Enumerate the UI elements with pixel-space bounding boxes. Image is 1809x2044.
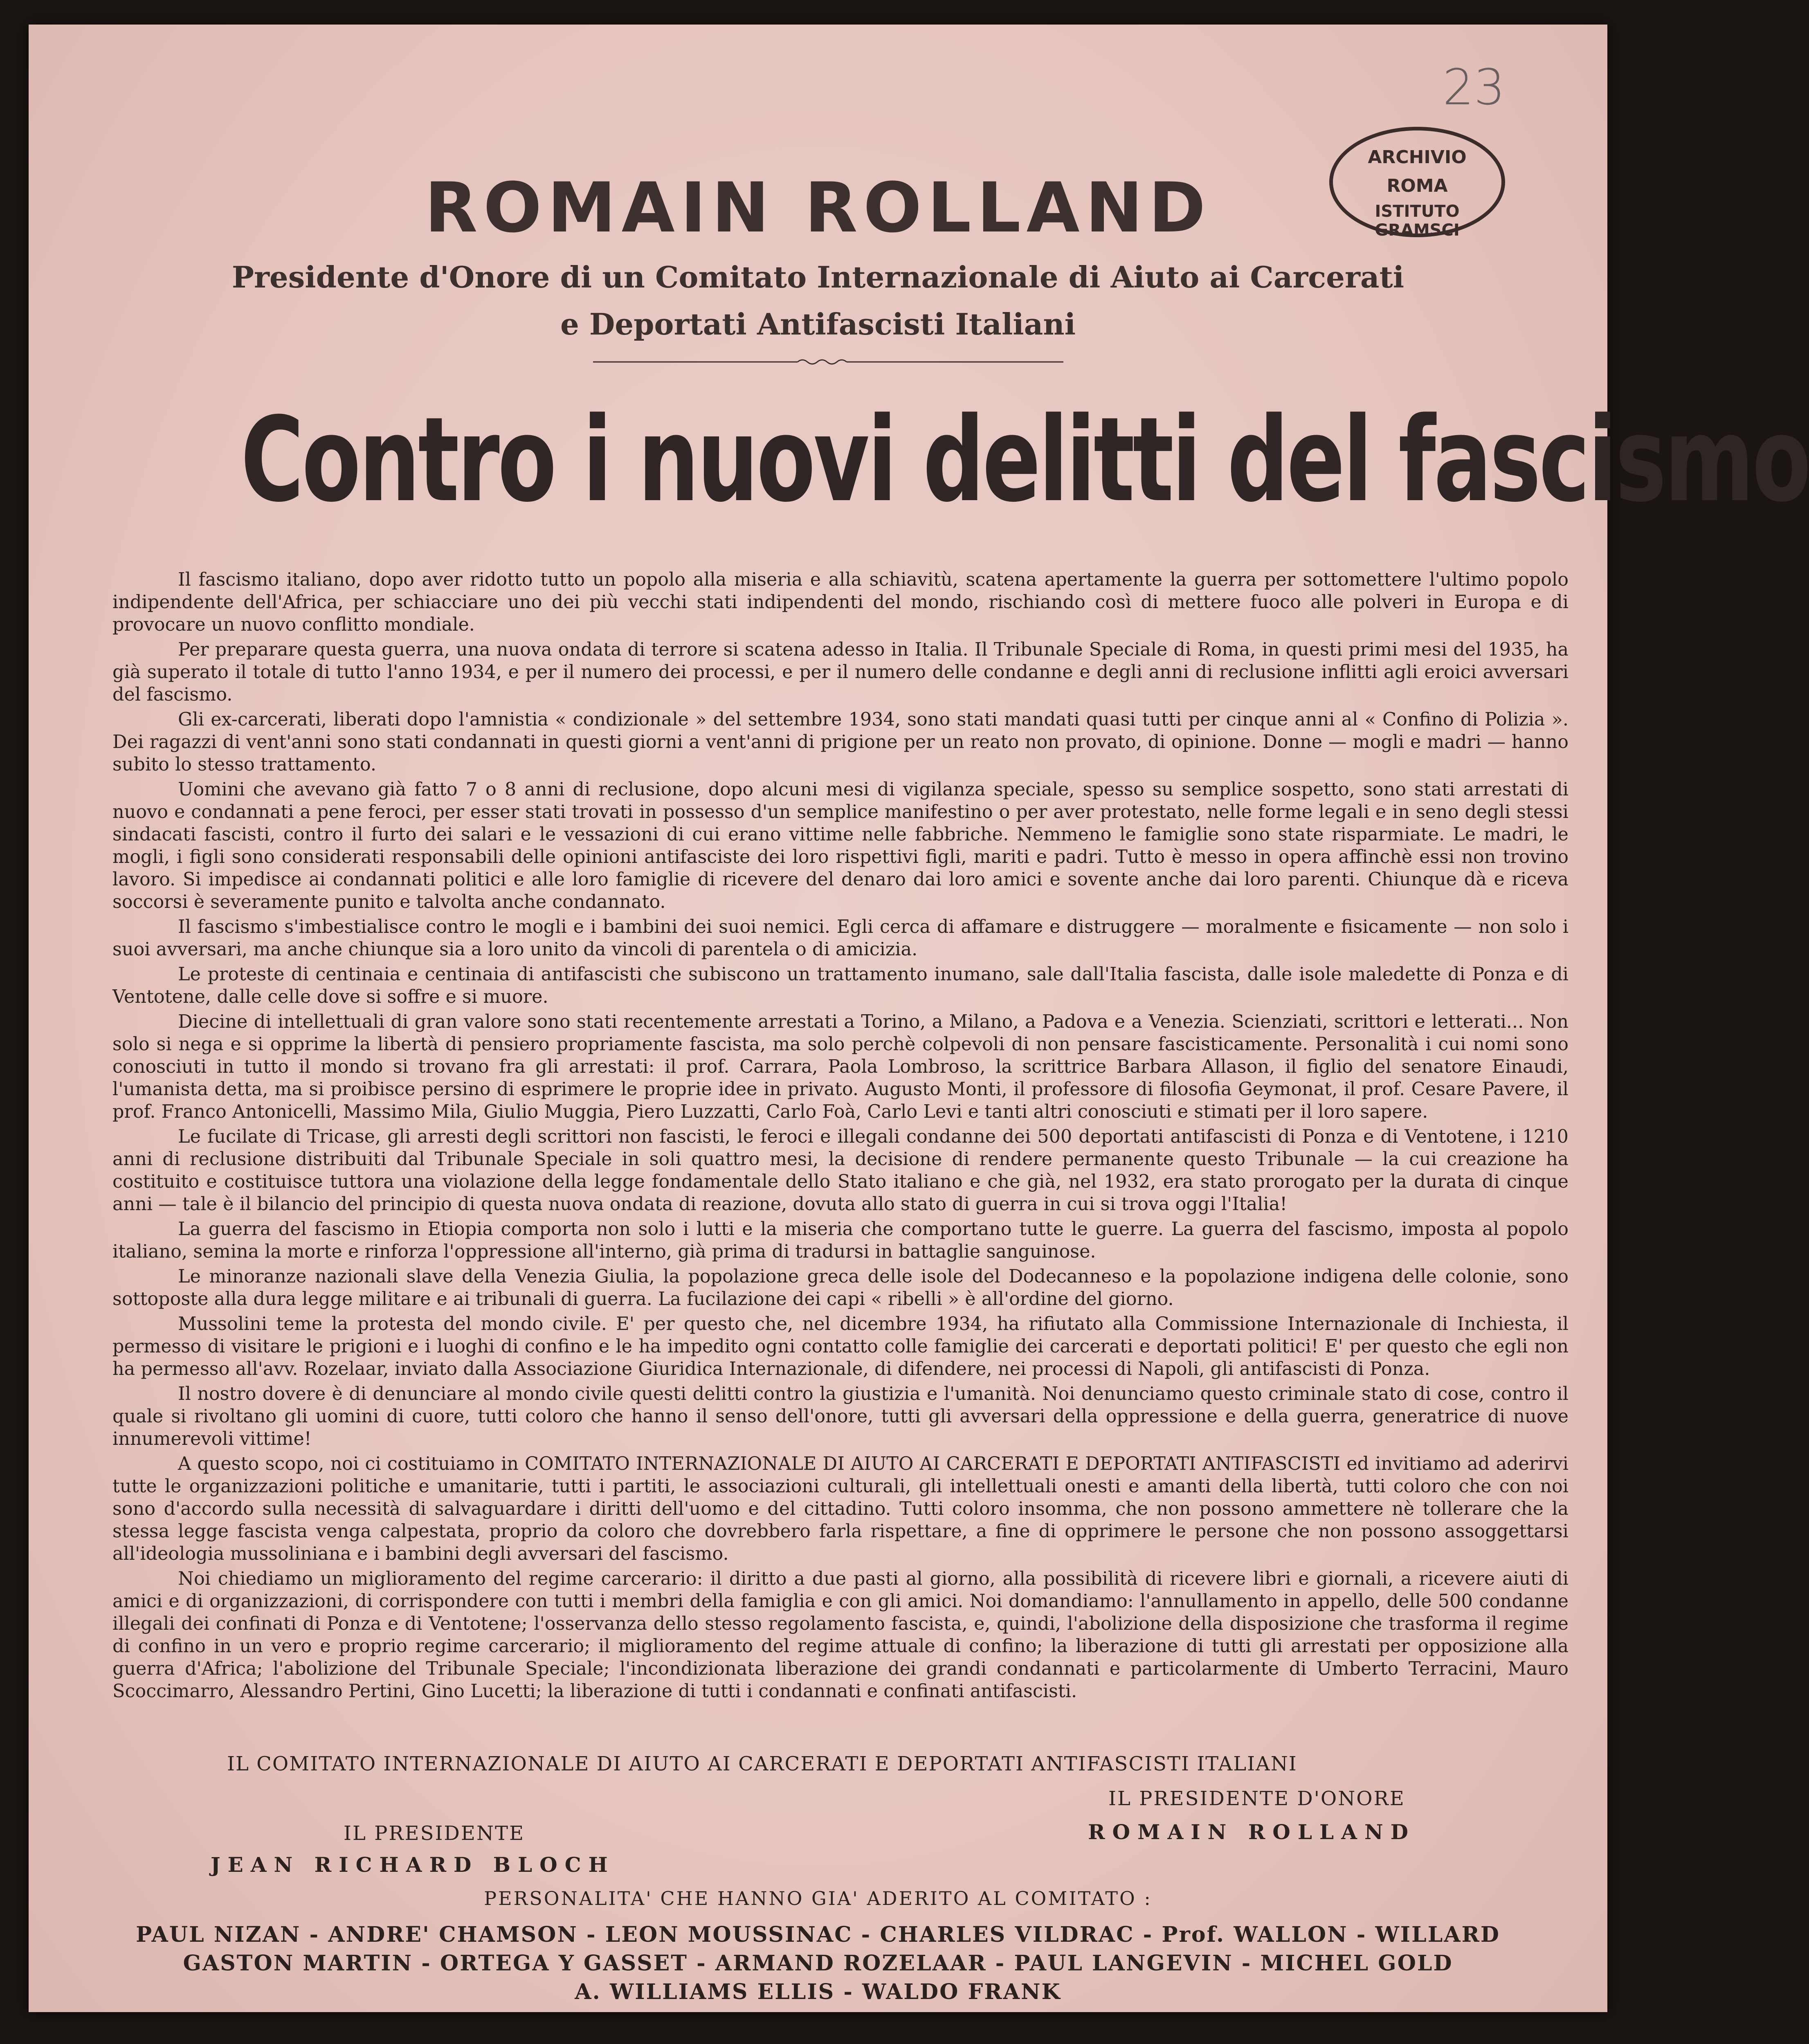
president-name: JEAN RICHARD BLOCH (211, 1853, 615, 1877)
stamp-line-istituto: ISTITUTO GRAMSCI (1375, 202, 1460, 240)
committee-signature: IL COMITATO INTERNAZIONALE DI AIUTO AI CARCERATI E DEPORTATI ANTIFASCISTI ITALIANI (227, 1752, 1297, 1775)
headline: Contro i nuovi delitti del fascismo (240, 392, 1809, 528)
subtitle-line-2: e Deportati Antifascisti Italiani (560, 307, 1076, 341)
president-label: IL PRESIDENTE (344, 1822, 525, 1845)
paragraph: Per preparare questa guerra, una nuova ondata di terrore si scatena adesso in Italia. Il Tribunale Speciale di Roma, in questi primi mesi del 1935, ha già superato il totale di tutto l'anno 1934, e per il numero dei processi, e per il numero delle condanne e degli anni di reclusione inflitti agli eroici avversari del fascismo. (112, 639, 1569, 705)
paragraph: Le proteste di centinaia e centinaia di antifascisti che subiscono un trattamento inumano, sale dall'Italia fascista, dalle isole maledette di Ponza e di Ventotene, dalle celle dove si soffre e si muore. (112, 964, 1569, 1007)
paragraph: La guerra del fascismo in Etiopia comporta non solo i lutti e la miseria che comportano tutte le guerre. La guerra del fascismo, imposta al popolo italiano, semina la morte e rinforza l'oppressione all'interno, già prima di tradursi in battaglie sanguinose. (112, 1219, 1569, 1262)
adherents-line: A. WILLIAMS ELLIS - WALDO FRANK (575, 1979, 1061, 2004)
adherents-line: GASTON MARTIN - ORTEGA Y GASSET - ARMAND ROZELAAR - PAUL LANGEVIN - MICHEL GOLD (183, 1951, 1453, 1976)
manifesto-body (112, 568, 1569, 1705)
author-name: ROMAIN ROLLAND (425, 168, 1211, 248)
stamp-line-archivio: ARCHIVIO (1368, 147, 1467, 168)
paragraph: Il fascismo s'imbestialisce contro le mogli e i bambini dei suoi nemici. Egli cerca di affamare e distruggere — moralmente e fisicamente — non solo i suoi avversari, ma anche chiunque sia a loro unito da vincoli di parentela o di amicizia. (112, 916, 1569, 960)
paragraph: A questo scopo, noi ci costituiamo in COMITATO INTERNAZIONALE DI AIUTO AI CARCERATI E DEPORTATI ANTIFASCISTI ed invitiamo ad aderirvi tutte le organizzazioni politiche e umanitarie, tutti i partiti, le associazioni culturali, gli intellettuali onesti e amanti della libertà, tutti coloro che con noi sono d'accordo sulla necessità di salvaguardare i diritti dell'uomo e del cittadino. Tutti coloro insomma, che non possono ammettere nè tollerare che la stessa legge fascista venga calpestata, proprio da coloro che dovrebbero farla rispettare, a fine di opprimere le persone che non possono assoggettarsi all'ideologia mussoliniana e i bambini degli avversari del fascismo. (112, 1453, 1569, 1564)
adherents-label: PERSONALITA' CHE HANNO GIA' ADERITO AL COMITATO : (484, 1887, 1152, 1909)
paragraph: Mussolini teme la protesta del mondo civile. E' per questo che, nel dicembre 1934, ha rifiutato alla Commissione Internazionale di Inchiesta, il permesso di visitare le prigioni e i luoghi di confino e le ha impedito ogni contatto colle famiglie dei carcerati e deportati politici! E' per questo che egli non ha permesso all'avv. Rozelaar, inviato dalla Associazione Giuridica Internazionale, di difendere, nei processi di Napoli, gli antifascisti di Ponza. (112, 1314, 1569, 1379)
paragraph: Uomini che avevano già fatto 7 o 8 anni di reclusione, dopo alcuni mesi di vigilanza speciale, spesso su semplice sospetto, sono stati arrestati di nuovo e condannati a pene feroci, per esser stati trovati in possesso d'un semplice manifestino o per aver protestato, nelle forme legali e in seno degli stessi sindacati fascisti, contro il furto dei salari e le vessazioni di cui erano vittime nelle fabbriche. Nemmeno le famiglie sono state risparmiate. Le madri, le mogli, i figli sono considerati responsabili delle opinioni antifasciste dei loro rispettivi figli, mariti e padri. Tutto è messo in opera affinchè essi non trovino lavoro. Si impedisce ai condannati politici e alle loro famiglie di ricevere del denaro dai loro amici e sovente anche dai loro parenti. Chiunque dà e riceva soccorsi è severamente punito e talvolta anche condannato. (112, 779, 1569, 912)
paragraph: Diecine di intellettuali di gran valore sono stati recentemente arrestati a Torino, a Milano, a Padova e a Venezia. Scienziati, scrittori e letterati... Non solo si nega e si opprime la libertà di pensiero propriamente fascista, ma solo perchè colpevoli di non pensare fascisticamente. Personalità i cui nomi sono conosciuti in tutto il mondo si trovano fra gli arrestati: il prof. Carrara, Paola Lombroso, la scrittrice Barbara Allason, il figlio del senatore Einaudi, l'umanista detta, ma si proibisce persino di esprimere le proprie idee in privato. Augusto Monti, il professore di filosofia Geymonat, il prof. Cesare Pavere, il prof. Franco Antonicelli, Massimo Mila, Giulio Muggia, Piero Luzzatti, Carlo Foà, Carlo Levi e tanti altri conosciuti e stimati per il loro sapere. (112, 1011, 1569, 1122)
paragraph: Il nostro dovere è di denunciare al mondo civile questi delitti contro la giustizia e l'umanità. Noi denunciamo questo criminale stato di cose, contro il quale si rivoltano gli uomini di cuore, tutti coloro che hanno il senso dell'onore, tutti gli avversari della oppressione e della guerra, generatrice di nuove innumerevoli vittime! (112, 1384, 1569, 1449)
archive-pencil-number: 23 (1443, 59, 1505, 116)
paragraph: Noi chiediamo un miglioramento del regime carcerario: il diritto a due pasti al giorno, alla possibilità di ricevere libri e giornali, a ricevere aiuti di amici e di organizzazioni, di corrispondere con tutti i membri della famiglia e con gli amici. Noi domandiamo: l'annullamento in appello, delle 500 condanne illegali dei confinati di Ponza e di Ventotene; l'osservanza dello stesso regolamento fascista, e, quindi, l'abolizione della disposizione che trasforma il regime di confino in un vero e proprio regime carcerario; il miglioramento del regime attuale di confino; la liberazione di tutti gli arrestati per opposizione alla guerra d'Africa; l'abolizione del Tribunale Speciale; l'incondizionata liberazione dei grandi condannati e particolarmente di Umberto Terracini, Mauro Scoccimarro, Alessandro Pertini, Gino Lucetti; la liberazione di tutti i condannati e confinati antifascisti. (112, 1568, 1569, 1702)
subtitle-line-1: Presidente d'Onore di un Comitato Internazionale di Aiuto ai Carcerati (231, 260, 1405, 294)
adherents-line: PAUL NIZAN - ANDRE' CHAMSON - LEON MOUSSINAC - CHARLES VILDRAC - Prof. WALLON - WILLARD (136, 1922, 1500, 1947)
paragraph: Le fucilate di Tricase, gli arresti degli scrittori non fascisti, le feroci e illegali condanne dei 500 deportati antifascisti di Ponza e di Ventotene, i 1210 anni di reclusione distribuiti dal Tribunale Speciale in soli quattro mesi, la decisione di rendere permanente questo Tribunale — la cui creazione ha costituito e costituisce tuttora una violazione della legge fondamentale dello Stato italiano e che già, nel 1932, era stato prorogato per la durata di cinque anni — tale è il bilancio del principio di questa nuova ondata di reazione, dovuta allo stato di guerra in cui si trova oggi l'Italia! (112, 1126, 1569, 1215)
paragraph: Le minoranze nazionali slave della Venezia Giulia, la popolazione greca delle isole del Dodecanneso e la popolazione indigena delle colonie, sono sottoposte alla dura legge militare e ai tribunali di guerra. La fucilazione dei capi « ribelli » è all'ordine del giorno. (112, 1266, 1569, 1310)
ornamental-divider (593, 356, 1063, 368)
honorary-president-label: IL PRESIDENTE D'ONORE (1108, 1787, 1405, 1810)
stamp-line-roma: ROMA (1387, 175, 1448, 196)
poster-sheet (29, 25, 1809, 2012)
paragraph: Il fascismo italiano, dopo aver ridotto tutto un popolo alla miseria e alla schiavitù, scatena apertamente la guerra per sottomettere l'ultimo popolo indipendente dell'Africa, per schiacciare uno dei più vecchi stati indipendenti del mondo, rischiando così di mettere fuoco alle polveri in Europa e di provocare un nuovo conflitto mondiale. (112, 569, 1569, 635)
paragraph: Gli ex-carcerati, liberati dopo l'amnistia « condizionale » del settembre 1934, sono stati mandati quasi tutti per cinque anni al « Confino di Polizia ». Dei ragazzi di vent'anni sono stati condannati in questi giorni a vent'anni di prigione per un reato non provato, di opinione. Donne — mogli e madri — hanno subito lo stesso trattamento. (112, 709, 1569, 775)
honorary-president-name: ROMAIN ROLLAND (1088, 1820, 1416, 1844)
